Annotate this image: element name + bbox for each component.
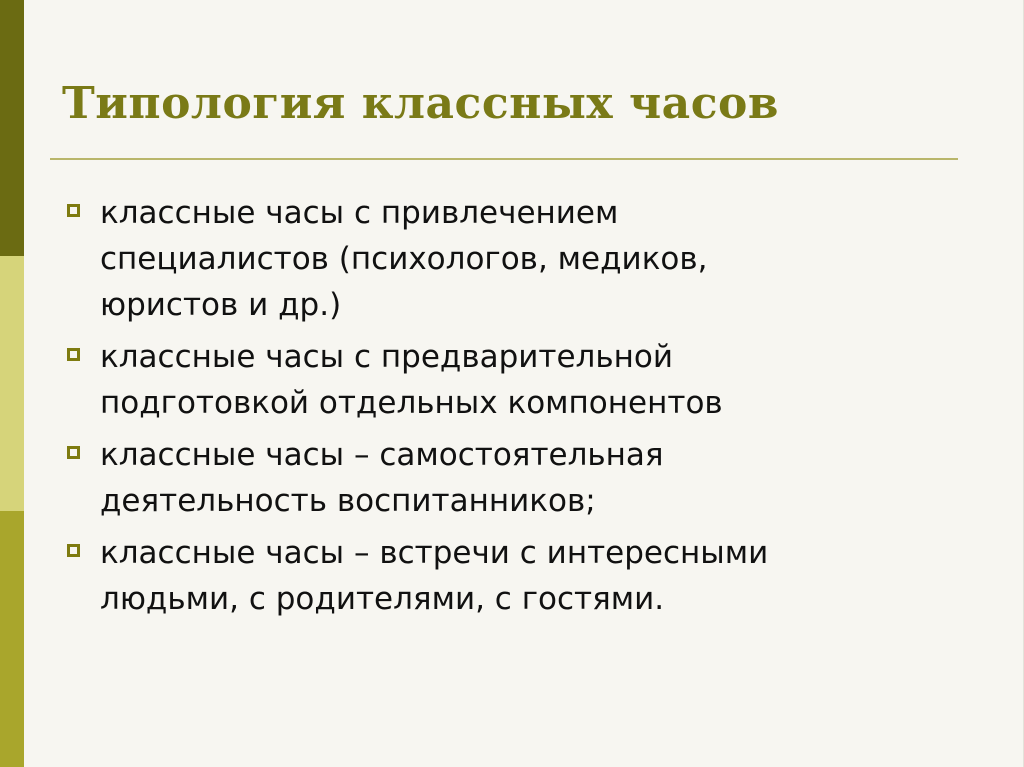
bullet-text: классные часы с предварительной подготовкой отдельных компонентов [100, 339, 723, 421]
title-divider [50, 158, 958, 160]
hollow-square-icon [67, 446, 80, 459]
hollow-square-icon [67, 544, 80, 557]
decorative-sidebar-light [0, 256, 24, 511]
bullet-text: классные часы с привлечением специалистов (психологов, медиков, юристов и др.) [100, 195, 708, 323]
bullet-text: классные часы – самостоятельная деятельность воспитанников; [100, 437, 664, 519]
bullet-text: классные часы – встречи с интересными людьми, с родителями, с гостями. [100, 535, 769, 617]
bullet-item [60, 190, 980, 328]
bullet-item [60, 530, 980, 622]
hollow-square-icon [67, 204, 80, 217]
bullet-item [60, 334, 980, 426]
decorative-sidebar-dark [0, 0, 24, 256]
bullet-list [60, 190, 980, 628]
slide-title: Типология классных часов [62, 78, 779, 129]
hollow-square-icon [67, 348, 80, 361]
decorative-sidebar-mid [0, 511, 24, 767]
bullet-item [60, 432, 980, 524]
